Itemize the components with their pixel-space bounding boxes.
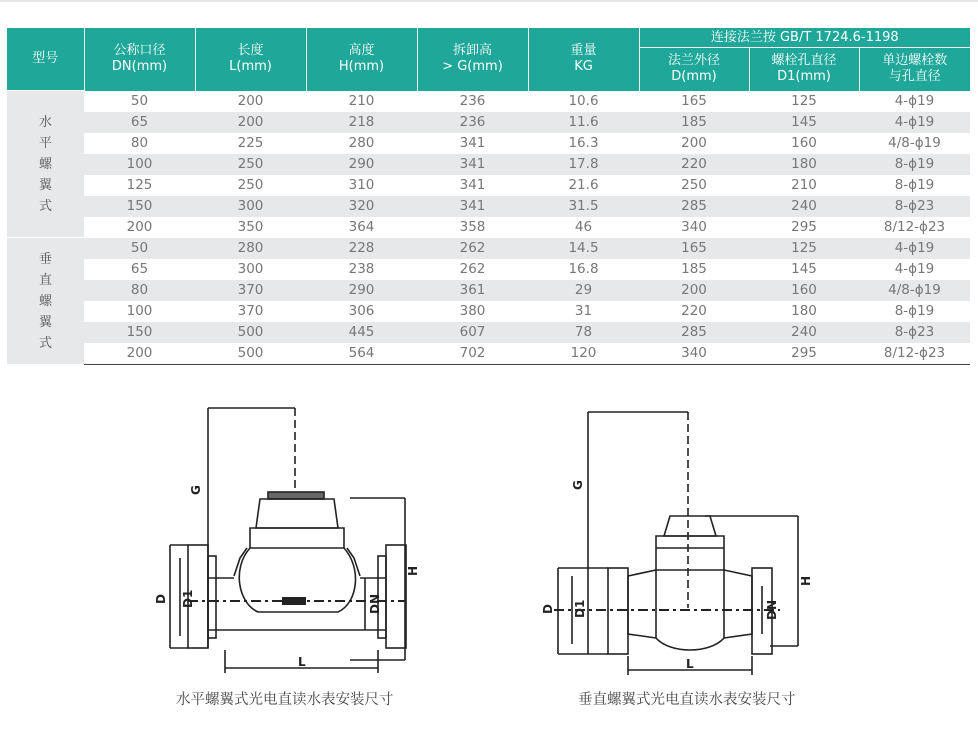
cell-height: 306 — [306, 301, 417, 322]
cell-removal: 607 — [417, 322, 528, 343]
table-row — [7, 280, 970, 301]
cell-dn: 65 — [84, 259, 195, 280]
cell-weight: 14.5 — [528, 238, 639, 259]
cell-removal: 341 — [417, 175, 528, 196]
cell-weight: 10.6 — [528, 91, 639, 112]
cell-bolt-count: 8-ϕ19 — [859, 301, 970, 322]
cell-bolt-hole: 295 — [749, 217, 859, 238]
cell-length: 370 — [195, 280, 306, 301]
cell-height: 364 — [306, 217, 417, 238]
cell-removal: 341 — [417, 196, 528, 217]
cell-dn: 150 — [84, 196, 195, 217]
cell-height: 310 — [306, 175, 417, 196]
header-removal: 拆卸高 > G(mm) — [417, 28, 528, 91]
cell-bolt-hole: 240 — [749, 322, 859, 343]
cell-dn: 100 — [84, 301, 195, 322]
cell-length: 370 — [195, 301, 306, 322]
cell-bolt-hole: 210 — [749, 175, 859, 196]
cell-dn: 100 — [84, 154, 195, 175]
cell-weight: 29 — [528, 280, 639, 301]
cell-removal: 341 — [417, 133, 528, 154]
cell-weight: 78 — [528, 322, 639, 343]
cell-bolt-count: 8-ϕ19 — [859, 154, 970, 175]
header-flange-group: 连接法兰按 GB/T 1724.6-1198 — [639, 28, 970, 48]
table-row — [7, 217, 970, 238]
spec-table — [7, 28, 970, 365]
cell-dn: 50 — [84, 91, 195, 112]
cell-length: 280 — [195, 238, 306, 259]
cell-length: 300 — [195, 196, 306, 217]
cell-weight: 120 — [528, 343, 639, 365]
cell-bolt-hole: 240 — [749, 196, 859, 217]
cell-removal: 262 — [417, 259, 528, 280]
table-row — [7, 154, 970, 175]
cell-removal: 341 — [417, 154, 528, 175]
cell-bolt-hole: 160 — [749, 133, 859, 154]
table-row — [7, 259, 970, 280]
cell-flange-od: 185 — [639, 112, 749, 133]
cell-bolt-hole: 145 — [749, 259, 859, 280]
cell-length: 250 — [195, 154, 306, 175]
cell-flange-od: 165 — [639, 238, 749, 259]
header-bolt-hole: 螺栓孔直径 D1(mm) — [749, 48, 859, 91]
group-label: 水平螺翼式 — [7, 91, 84, 238]
cell-dn: 80 — [84, 280, 195, 301]
cell-flange-od: 285 — [639, 322, 749, 343]
cell-removal: 236 — [417, 112, 528, 133]
cell-flange-od: 340 — [639, 217, 749, 238]
header-type: 型号 — [7, 28, 84, 91]
table-row — [7, 322, 970, 343]
cell-bolt-hole: 160 — [749, 280, 859, 301]
header-bolt-count: 单边螺栓数 与孔直径 — [859, 48, 970, 91]
cell-bolt-hole: 145 — [749, 112, 859, 133]
cell-height: 210 — [306, 91, 417, 112]
dim-label-d: D — [154, 594, 168, 604]
cell-height: 290 — [306, 280, 417, 301]
cell-weight: 16.3 — [528, 133, 639, 154]
cell-length: 225 — [195, 133, 306, 154]
cell-length: 200 — [195, 112, 306, 133]
dim-label-g-vertical: G — [571, 480, 585, 490]
cell-removal: 361 — [417, 280, 528, 301]
cell-flange-od: 220 — [639, 154, 749, 175]
cell-flange-od: 340 — [639, 343, 749, 365]
cell-bolt-count: 4/8-ϕ19 — [859, 280, 970, 301]
cell-dn: 125 — [84, 175, 195, 196]
table-row — [7, 238, 970, 259]
cell-flange-od: 200 — [639, 280, 749, 301]
dim-label-l-vertical: L — [686, 657, 694, 671]
cell-weight: 31.5 — [528, 196, 639, 217]
header-flange-od: 法兰外径 D(mm) — [639, 48, 749, 91]
cell-bolt-count: 8-ϕ23 — [859, 196, 970, 217]
vertical-meter-diagram — [540, 398, 840, 683]
table-row — [7, 91, 970, 112]
vertical-diagram-caption: 垂直螺翼式光电直读水表安装尺寸 — [578, 692, 796, 708]
cell-weight: 31 — [528, 301, 639, 322]
cell-bolt-count: 4-ϕ19 — [859, 259, 970, 280]
dim-label-d1: D1 — [181, 589, 195, 608]
cell-flange-od: 220 — [639, 301, 749, 322]
cell-removal: 380 — [417, 301, 528, 322]
header-length: 长度 L(mm) — [195, 28, 306, 91]
cell-weight: 46 — [528, 217, 639, 238]
cell-bolt-hole: 180 — [749, 154, 859, 175]
cell-weight: 17.8 — [528, 154, 639, 175]
cell-length: 300 — [195, 259, 306, 280]
cell-height: 228 — [306, 238, 417, 259]
table-row — [7, 343, 970, 365]
top-divider — [0, 0, 978, 2]
cell-bolt-count: 4-ϕ19 — [859, 112, 970, 133]
cell-height: 238 — [306, 259, 417, 280]
cell-weight: 11.6 — [528, 112, 639, 133]
cell-dn: 65 — [84, 112, 195, 133]
dim-label-dn: DN — [368, 593, 382, 614]
cell-removal: 702 — [417, 343, 528, 365]
cell-flange-od: 285 — [639, 196, 749, 217]
cell-bolt-count: 4-ϕ19 — [859, 91, 970, 112]
dim-label-d-vertical: D — [541, 604, 555, 614]
cell-removal: 236 — [417, 91, 528, 112]
cell-height: 218 — [306, 112, 417, 133]
cell-flange-od: 200 — [639, 133, 749, 154]
cell-bolt-count: 4-ϕ19 — [859, 238, 970, 259]
cell-dn: 200 — [84, 343, 195, 365]
horizontal-meter-diagram — [150, 398, 440, 683]
cell-removal: 262 — [417, 238, 528, 259]
cell-dn: 80 — [84, 133, 195, 154]
cell-flange-od: 250 — [639, 175, 749, 196]
cell-dn: 200 — [84, 217, 195, 238]
cell-length: 250 — [195, 175, 306, 196]
cell-height: 564 — [306, 343, 417, 365]
cell-bolt-count: 8/12-ϕ23 — [859, 343, 970, 365]
cell-dn: 150 — [84, 322, 195, 343]
cell-length: 500 — [195, 343, 306, 365]
cell-bolt-hole: 125 — [749, 91, 859, 112]
dim-label-h: H — [406, 565, 420, 576]
header-dn: 公称口径 DN(mm) — [84, 28, 195, 91]
dim-label-g: G — [189, 485, 203, 495]
group-label: 垂直螺翼式 — [7, 238, 84, 365]
cell-height: 280 — [306, 133, 417, 154]
cell-bolt-hole: 295 — [749, 343, 859, 365]
cell-dn: 50 — [84, 238, 195, 259]
cell-bolt-hole: 125 — [749, 238, 859, 259]
table-row — [7, 133, 970, 154]
cell-bolt-count: 8-ϕ23 — [859, 322, 970, 343]
table-row — [7, 196, 970, 217]
cell-weight: 21.6 — [528, 175, 639, 196]
table-row — [7, 112, 970, 133]
dim-label-l: L — [298, 655, 306, 669]
cell-height: 320 — [306, 196, 417, 217]
cell-length: 200 — [195, 91, 306, 112]
cell-height: 445 — [306, 322, 417, 343]
header-weight: 重量 KG — [528, 28, 639, 91]
cell-flange-od: 165 — [639, 91, 749, 112]
cell-bolt-hole: 180 — [749, 301, 859, 322]
table-body — [7, 91, 970, 365]
cell-bolt-count: 8-ϕ19 — [859, 175, 970, 196]
header-height: 高度 H(mm) — [306, 28, 417, 91]
cell-bolt-count: 4/8-ϕ19 — [859, 133, 970, 154]
cell-flange-od: 185 — [639, 259, 749, 280]
cell-height: 290 — [306, 154, 417, 175]
dim-label-dn-vertical: DN — [765, 599, 779, 620]
table-row — [7, 301, 970, 322]
table-header — [7, 28, 970, 91]
cell-bolt-count: 8/12-ϕ23 — [859, 217, 970, 238]
cell-length: 500 — [195, 322, 306, 343]
cell-removal: 358 — [417, 217, 528, 238]
cell-length: 350 — [195, 217, 306, 238]
table-row — [7, 175, 970, 196]
cell-weight: 16.8 — [528, 259, 639, 280]
horizontal-diagram-caption: 水平螺翼式光电直读水表安装尺寸 — [176, 692, 394, 708]
dim-label-d1-vertical: D1 — [573, 599, 587, 618]
dim-label-h-vertical: H — [799, 575, 813, 586]
